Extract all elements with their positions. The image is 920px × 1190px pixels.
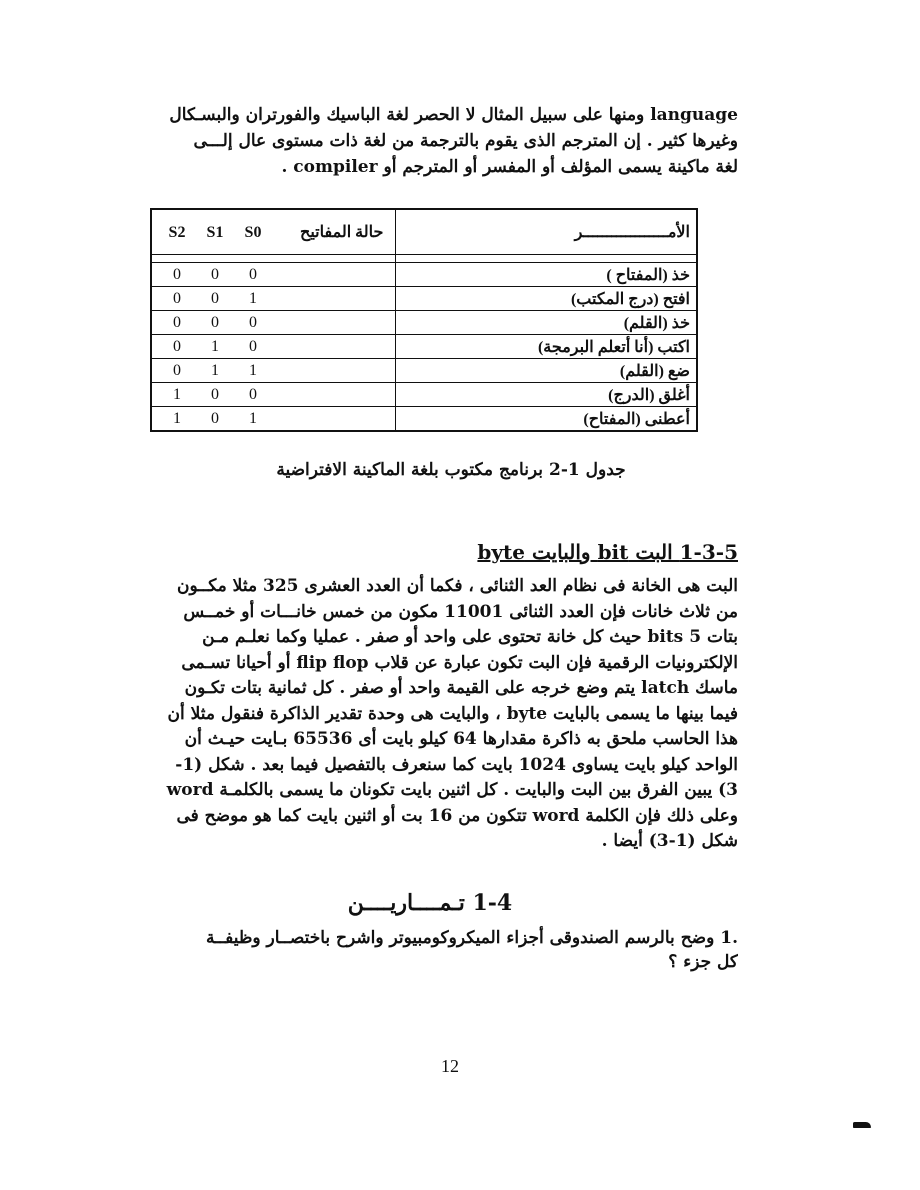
intro-line: وغيرها كثير . إن المترجم الذى يقوم بالترجمة من لغة ذات مستوى عال إلـــى [193, 131, 738, 151]
command-cell: خذ (القلم) [395, 311, 697, 335]
bit-s0: 0 [249, 337, 257, 355]
bit-s1: 0 [211, 409, 219, 427]
header-bits [158, 224, 296, 242]
bit-s1: 0 [211, 289, 219, 307]
table-row [151, 359, 697, 383]
bit-s1: 0 [211, 313, 219, 331]
exercise-question [130, 926, 738, 974]
table-row [151, 335, 697, 359]
body-line: بتات 5 bits حيث كل خانة تحتوى على واحد أو صفر . عمليا وكما نعلـم مـن [202, 627, 738, 647]
header-command: الأمــــــــــــــــــر [395, 209, 697, 255]
scan-mark [853, 1122, 871, 1128]
header-state: حالة المفاتيح [300, 224, 384, 241]
body-line: البت هى الخانة فى نظام العد الثنائى ، فكما أن العدد العشرى 325 مثلا مكــون [177, 576, 738, 596]
body-line: ماسك latch يتم وضع خرجه على القيمة واحد أو صفر . كل ثمانية بتات تكـون [184, 678, 738, 698]
table-row [151, 263, 697, 287]
bit-s1: 0 [211, 385, 219, 403]
bit-s0: 1 [249, 289, 257, 307]
bit-s0: 1 [249, 361, 257, 379]
bit-s0: 0 [249, 385, 257, 403]
table-row [151, 311, 697, 335]
command-cell: أعطنى (المفتاح) [395, 407, 697, 432]
question-line: كل جزء ؟ [668, 952, 738, 972]
bit-s2: 0 [173, 337, 181, 355]
intro-line: language ومنها على سبيل المثال لا الحصر لغة الباسيك والفورتران والبسـكال [169, 105, 738, 125]
body-paragraph [120, 574, 738, 855]
bit-s1: 1 [211, 337, 219, 355]
bit-s1: 0 [211, 265, 219, 283]
body-line: الإلكترونيات الرقمية فإن البت تكون عبارة عن قلاب flip flop أو أحيانا تسـمى [181, 652, 738, 673]
bit-s2: 0 [173, 361, 181, 379]
bit-s0: 0 [249, 265, 257, 283]
bit-s2: 0 [173, 289, 181, 307]
header-state-cell [151, 209, 395, 255]
table-gap-row [151, 255, 697, 263]
body-line: فيما بينها ما يسمى بالبايت byte ، والبايت هى وحدة تقدير الذاكرة فنقول مثلا أن [167, 703, 738, 724]
header-s0: S0 [244, 224, 262, 241]
intro-paragraph [120, 102, 738, 180]
header-s2: S2 [168, 224, 186, 241]
question-line: .1 وضح بالرسم الصندوقى أجزاء الميكروكومبيوتر واشرح باختصــار وظيفــة [206, 928, 738, 948]
bit-s2: 0 [173, 313, 181, 331]
body-line: وعلى ذلك فإن الكلمة word تتكون من 16 بت أو اثنين بايت كما هو موضح فى [176, 805, 738, 826]
table-header-row [151, 209, 697, 255]
section-heading: 1-3-5 البت bit والبايت byte [477, 540, 738, 564]
intro-line: لغة ماكينة يسمى المؤلف أو المفسر أو المترجم أو compiler . [281, 157, 738, 177]
bit-s2: 0 [173, 265, 181, 283]
table-row [151, 407, 697, 432]
command-cell: خذ (المفتاح ) [395, 263, 697, 287]
bit-s1: 1 [211, 361, 219, 379]
body-line: شكل (1-3) أيضا . [601, 831, 738, 851]
bit-s0: 1 [249, 409, 257, 427]
bit-s2: 1 [173, 409, 181, 427]
table-row [151, 383, 697, 407]
command-cell: أغلق (الدرج) [395, 383, 697, 407]
bit-s2: 1 [173, 385, 181, 403]
page-number: 12 [441, 1056, 459, 1076]
body-line: هذا الحاسب ملحق به ذاكرة مقدارها 64 كيلو بايت أى 65536 بـايت حيـث أن [184, 729, 738, 749]
body-line: من ثلاث خانات فإن العدد الثنائى 11001 مكون من خمس خانـــات أو خمــس [183, 601, 738, 622]
body-line: 3) يبين الفرق بين البت والبايت . كل اثنين بايت تكونان ما يسمى بالكلمـة word [166, 780, 738, 800]
header-s1: S1 [206, 224, 224, 241]
body-line: الواحد كيلو بايت يساوى 1024 بايت كما سنعرف بالتفصيل فيما بعد . شكل (1- [175, 754, 738, 775]
bit-s0: 0 [249, 313, 257, 331]
table-caption: جدول 1-2 برنامج مكتوب بلغة الماكينة الافتراضية [276, 460, 626, 480]
exercises-heading: 1-4 تـمــــاريــــن [347, 890, 513, 916]
command-cell: افتح (درج المكتب) [395, 287, 697, 311]
command-cell: اكتب (أنا أتعلم البرمجة) [395, 335, 697, 359]
table-row [151, 287, 697, 311]
command-cell: ضع (القلم) [395, 359, 697, 383]
program-table [150, 208, 698, 432]
